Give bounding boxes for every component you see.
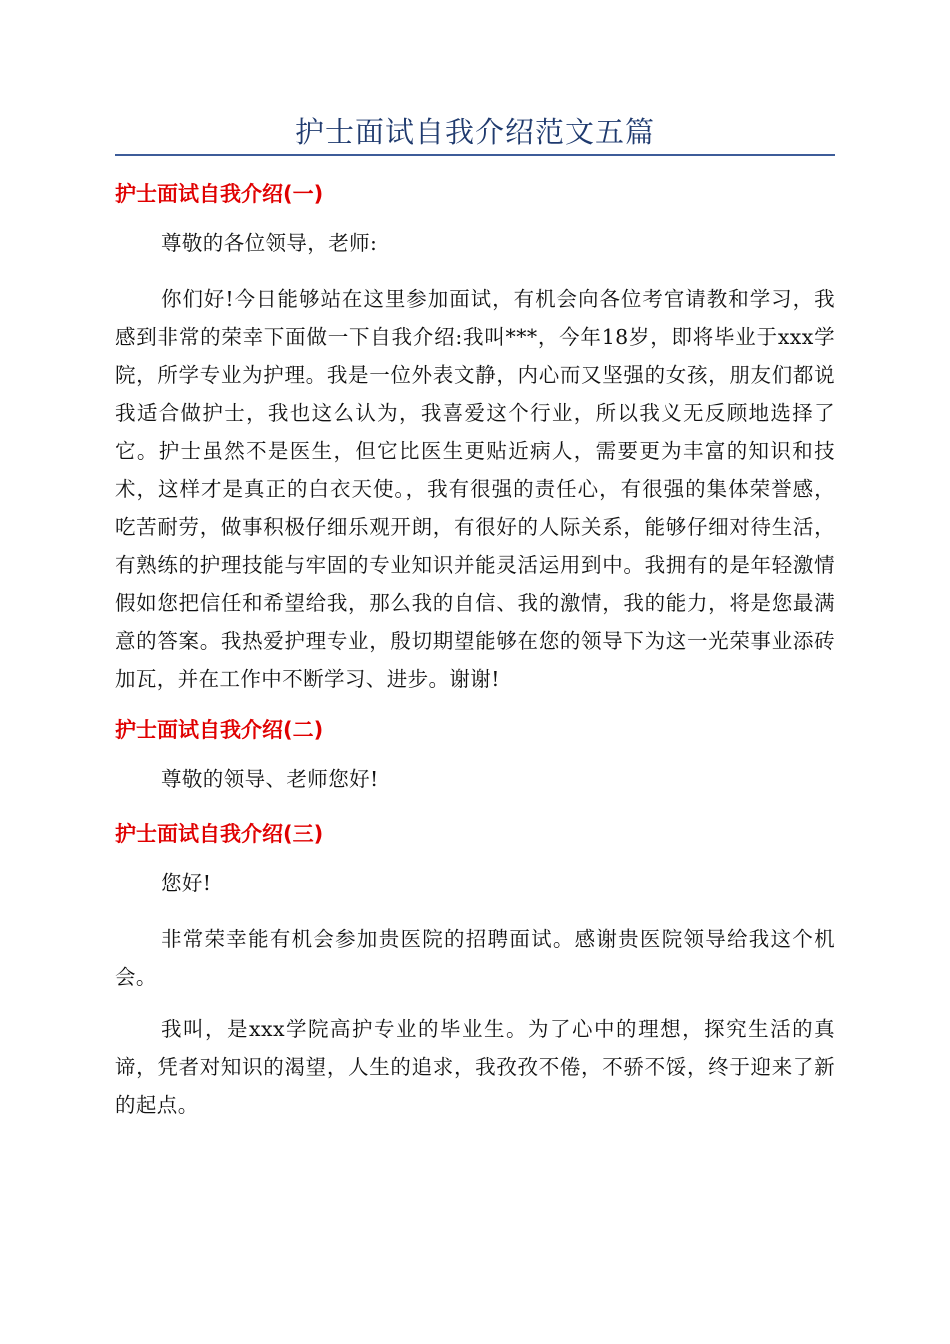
section-1	[115, 176, 835, 698]
body-paragraph: 你们好!今日能够站在这里参加面试，有机会向各位考官请教和学习，我感到非常的荣幸下面做一下自我介绍:我叫***，今年18岁，即将毕业于xxx学院，所学专业为护理。我是一位外表文静，内心而又坚强的女孩，朋友们都说我适合做护士，我也这么认为，我喜爱这个行业，所以我义无反顾地选择了它。护士虽然不是医生，但它比医生更贴近病人，需要更为丰富的知识和技术，这样才是真正的白衣天使。，我有很强的责任心，有很强的集体荣誉感，吃苦耐劳，做事积极仔细乐观开朗，有很好的人际关系，能够仔细对待生活，有熟练的护理技能与牢固的专业知识并能灵活运用到中。我拥有的是年轻激情假如您把信任和希望给我，那么我的自信、我的激情，我的能力，将是您最满意的答案。我热爱护理专业，殷切期望能够在您的领导下为这一光荣事业添砖加瓦，并在工作中不断学习、进步。谢谢!	[115, 287, 835, 691]
section-2	[115, 712, 835, 798]
body-paragraph: 非常荣幸能有机会参加贵医院的招聘面试。感谢贵医院领导给我这个机会。	[115, 927, 835, 989]
greeting-paragraph: 尊敬的各位领导，老师:	[161, 231, 378, 255]
document-title: 护士面试自我介绍范文五篇	[294, 115, 655, 149]
section-heading: 护士面试自我介绍(二)	[115, 718, 324, 742]
title-underline	[115, 154, 835, 156]
body-paragraph: 我叫，是xxx学院高护专业的毕业生。为了心中的理想，探究生活的真谛，凭者对知识的渴望，人生的追求，我孜孜不倦，不骄不馁，终于迎来了新的起点。	[115, 1017, 835, 1117]
greeting-paragraph: 尊敬的领导、老师您好!	[161, 767, 379, 791]
section-heading: 护士面试自我介绍(三)	[115, 822, 324, 846]
greeting-paragraph: 您好!	[161, 871, 212, 895]
document-body	[115, 176, 835, 1138]
section-3	[115, 816, 835, 1124]
section-heading: 护士面试自我介绍(一)	[115, 182, 324, 206]
